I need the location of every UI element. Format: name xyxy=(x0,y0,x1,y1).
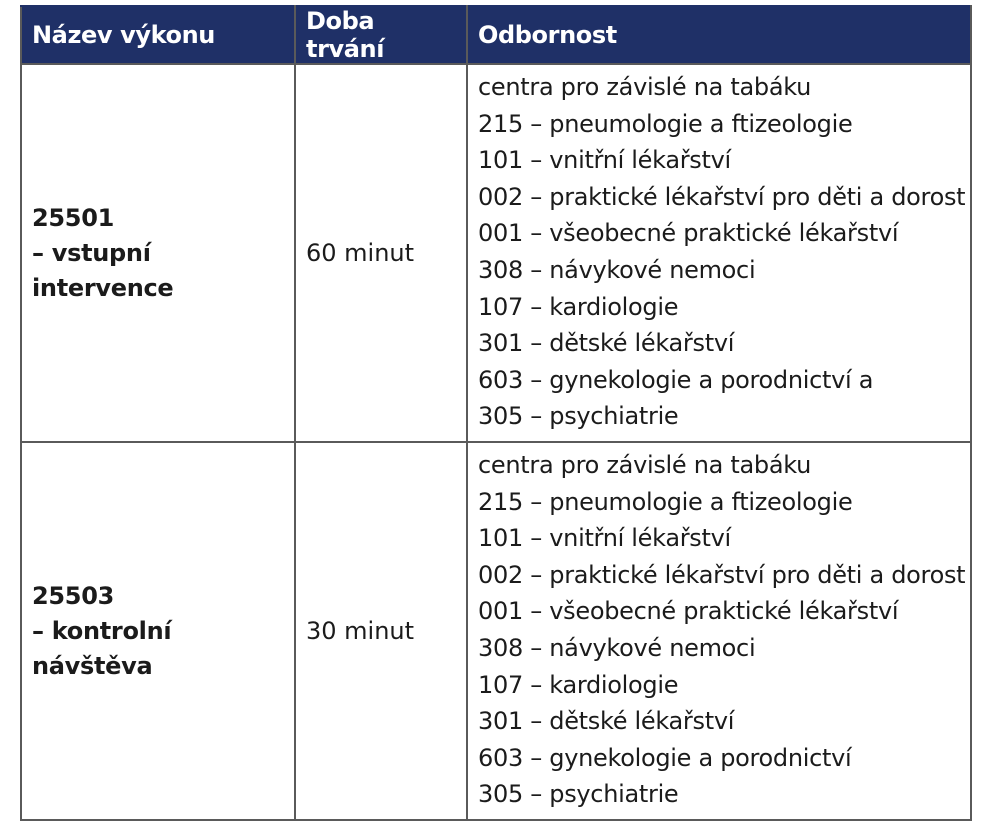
header-specialty: Odbornost xyxy=(467,6,971,64)
specialty-cell xyxy=(467,64,971,442)
specialty-item: 305 – psychiatrie xyxy=(478,780,679,809)
procedures-table xyxy=(20,5,972,821)
specialty-item: 215 – pneumologie a ftizeologie xyxy=(478,487,853,516)
specialty-item: 603 – gynekologie a porodnictví xyxy=(478,743,852,772)
specialty-item: 001 – všeobecné praktické lékařství xyxy=(478,597,899,626)
procedure-name: – kontrolní návštěva xyxy=(32,616,172,680)
procedures-table-container xyxy=(20,5,970,821)
table-row xyxy=(21,442,971,820)
specialty-item: 002 – praktické lékařství pro děti a dorost xyxy=(478,182,966,211)
specialty-item: 305 – psychiatrie xyxy=(478,402,679,431)
specialty-item: 002 – praktické lékařství pro děti a dorost xyxy=(478,560,966,589)
header-duration: Doba trvání xyxy=(295,6,467,64)
specialty-item: 215 – pneumologie a ftizeologie xyxy=(478,109,853,138)
specialty-item: centra pro závislé na tabáku xyxy=(478,451,811,480)
specialty-item: 603 – gynekologie a porodnictví a xyxy=(478,365,874,394)
procedure-code: 25501 xyxy=(32,203,114,232)
specialty-item: 107 – kardiologie xyxy=(478,670,679,699)
table-header-row xyxy=(21,6,971,64)
specialty-item: 308 – návykové nemoci xyxy=(478,256,756,284)
header-procedure-name: Název výkonu xyxy=(21,6,295,64)
table-row xyxy=(21,64,971,442)
specialty-item: 101 – vnitřní lékařství xyxy=(478,146,731,175)
specialty-item: 101 – vnitřní lékařství xyxy=(478,524,731,553)
specialty-item: centra pro závislé na tabáku xyxy=(478,73,811,102)
procedure-name: – vstupní intervence xyxy=(32,238,174,302)
specialty-item: 308 – návykové nemoci xyxy=(478,634,756,662)
procedure-name-cell xyxy=(21,442,295,820)
specialty-cell xyxy=(467,442,971,820)
procedure-name-cell xyxy=(21,64,295,442)
duration-cell: 30 minut xyxy=(295,442,467,820)
specialty-item: 001 – všeobecné praktické lékařství xyxy=(478,219,899,248)
duration-cell: 60 minut xyxy=(295,64,467,442)
specialty-item: 301 – dětské lékařství xyxy=(478,329,735,358)
specialty-item: 301 – dětské lékařství xyxy=(478,707,735,736)
specialty-item: 107 – kardiologie xyxy=(478,292,679,321)
procedure-code: 25503 xyxy=(32,581,114,610)
